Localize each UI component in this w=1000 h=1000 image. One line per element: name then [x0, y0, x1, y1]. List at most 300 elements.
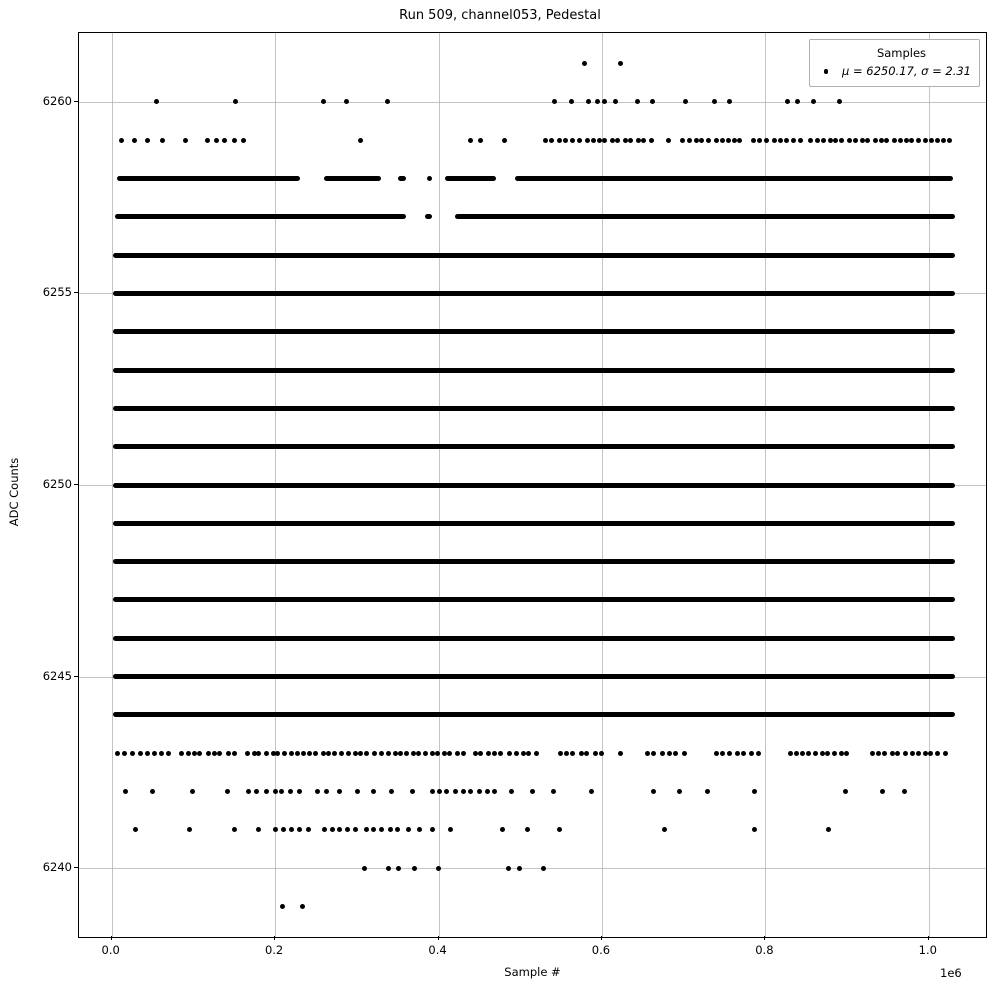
data-point — [752, 827, 757, 832]
data-point — [666, 138, 671, 143]
data-point — [444, 789, 449, 794]
data-point — [430, 827, 435, 832]
data-point — [232, 751, 237, 756]
data-point — [353, 827, 358, 832]
data-point — [530, 789, 535, 794]
data-band — [113, 406, 955, 411]
data-point — [705, 789, 710, 794]
data-point — [339, 751, 344, 756]
data-point — [281, 827, 286, 832]
data-point — [315, 789, 320, 794]
data-point — [662, 827, 667, 832]
data-band — [324, 176, 381, 181]
y-tick — [74, 292, 78, 293]
data-point — [636, 138, 641, 143]
data-point — [288, 789, 293, 794]
data-point — [393, 751, 398, 756]
data-band — [113, 521, 955, 526]
data-point — [650, 99, 655, 104]
data-point — [332, 751, 337, 756]
data-point — [784, 138, 789, 143]
data-point — [280, 904, 285, 909]
y-tick-label: 6260 — [42, 93, 72, 108]
data-point — [843, 789, 848, 794]
data-band — [113, 559, 955, 564]
data-point — [577, 138, 582, 143]
data-point — [322, 827, 327, 832]
data-band — [113, 329, 955, 334]
x-tick-label: 0.0 — [101, 943, 120, 957]
data-point — [673, 751, 678, 756]
data-point — [714, 751, 719, 756]
data-point — [525, 827, 530, 832]
data-point — [628, 138, 633, 143]
data-point — [154, 99, 159, 104]
data-point — [935, 138, 940, 143]
data-point — [943, 751, 948, 756]
y-tick-label: 6240 — [42, 860, 72, 875]
data-band — [427, 176, 432, 181]
data-point — [699, 138, 704, 143]
data-point — [839, 138, 844, 143]
data-point — [680, 138, 685, 143]
data-point — [847, 138, 852, 143]
data-point — [635, 99, 640, 104]
data-point — [806, 751, 811, 756]
data-point — [386, 751, 391, 756]
data-point — [246, 789, 251, 794]
data-point — [226, 751, 231, 756]
data-point — [813, 751, 818, 756]
data-point — [947, 138, 952, 143]
y-tick-label: 6255 — [42, 285, 72, 300]
data-point — [584, 751, 589, 756]
data-point — [514, 751, 519, 756]
data-point — [517, 866, 522, 871]
data-point — [687, 138, 692, 143]
data-point — [602, 99, 607, 104]
data-point — [667, 751, 672, 756]
data-point — [509, 789, 514, 794]
data-band — [117, 176, 300, 181]
data-band — [113, 483, 955, 488]
data-point — [582, 61, 587, 66]
data-point — [321, 99, 326, 104]
x-axis-label: Sample # — [504, 965, 561, 979]
data-point — [865, 138, 870, 143]
data-band — [113, 291, 955, 296]
data-point — [396, 866, 401, 871]
data-point — [214, 138, 219, 143]
data-point — [507, 751, 512, 756]
data-point — [558, 751, 563, 756]
data-point — [264, 789, 269, 794]
data-point — [138, 751, 143, 756]
data-point — [453, 789, 458, 794]
data-point — [406, 827, 411, 832]
data-point — [895, 751, 900, 756]
data-point — [764, 138, 769, 143]
legend-entry — [818, 64, 971, 80]
data-point — [570, 751, 575, 756]
data-point — [222, 138, 227, 143]
data-point — [645, 751, 650, 756]
x-tick-label: 1.0 — [918, 943, 937, 957]
data-point — [404, 751, 409, 756]
data-point — [785, 99, 790, 104]
data-point — [928, 751, 933, 756]
data-point — [362, 866, 367, 871]
data-point — [183, 138, 188, 143]
data-point — [935, 751, 940, 756]
data-point — [798, 138, 803, 143]
x-tick — [764, 936, 765, 940]
y-tick — [74, 867, 78, 868]
data-point — [385, 99, 390, 104]
data-point — [468, 138, 473, 143]
data-point — [549, 138, 554, 143]
data-band — [445, 176, 496, 181]
data-point — [289, 751, 294, 756]
data-point — [563, 138, 568, 143]
data-point — [825, 751, 830, 756]
data-point — [416, 751, 421, 756]
data-point — [752, 789, 757, 794]
data-point — [372, 751, 377, 756]
data-point — [682, 751, 687, 756]
data-point — [826, 827, 831, 832]
data-point — [808, 138, 813, 143]
data-point — [295, 751, 300, 756]
data-point — [187, 827, 192, 832]
data-point — [882, 751, 887, 756]
data-point — [371, 789, 376, 794]
legend[interactable] — [809, 39, 980, 87]
data-point — [903, 751, 908, 756]
data-point — [273, 827, 278, 832]
data-point — [313, 751, 318, 756]
data-point — [720, 751, 725, 756]
y-gridline — [79, 102, 986, 103]
data-point — [355, 789, 360, 794]
x-tick — [928, 936, 929, 940]
data-band — [455, 214, 955, 219]
data-point — [923, 138, 928, 143]
x-tick-label: 0.2 — [264, 943, 284, 957]
data-point — [241, 138, 246, 143]
x-tick — [601, 936, 602, 940]
data-point — [570, 138, 575, 143]
data-point — [386, 866, 391, 871]
data-point — [468, 789, 473, 794]
data-point — [820, 751, 825, 756]
x-tick — [438, 936, 439, 940]
data-point — [297, 827, 302, 832]
data-point — [205, 138, 210, 143]
data-band — [113, 368, 955, 373]
data-point — [795, 99, 800, 104]
data-point — [197, 751, 202, 756]
data-point — [821, 138, 826, 143]
data-point — [245, 751, 250, 756]
data-point — [720, 138, 725, 143]
x-tick-label: 0.6 — [591, 943, 611, 957]
data-point — [837, 99, 842, 104]
data-point — [186, 751, 191, 756]
data-point — [880, 789, 885, 794]
data-point — [521, 751, 526, 756]
data-band — [425, 214, 432, 219]
data-point — [455, 751, 460, 756]
data-point — [346, 751, 351, 756]
data-point — [557, 827, 562, 832]
data-point — [651, 751, 656, 756]
y-tick — [74, 101, 78, 102]
data-point — [941, 138, 946, 143]
data-point — [800, 751, 805, 756]
data-point — [442, 751, 447, 756]
data-point — [297, 789, 302, 794]
data-point — [833, 138, 838, 143]
data-point — [557, 138, 562, 143]
data-point — [788, 751, 793, 756]
data-point — [447, 751, 452, 756]
data-point — [130, 751, 135, 756]
data-point — [772, 138, 777, 143]
data-point — [337, 789, 342, 794]
data-point — [398, 751, 403, 756]
data-point — [892, 138, 897, 143]
x-tick — [274, 936, 275, 940]
data-point — [423, 751, 428, 756]
data-point — [225, 789, 230, 794]
x-axis-offset-label: 1e6 — [940, 966, 962, 980]
data-point — [890, 751, 895, 756]
y-tick-label: 6250 — [42, 477, 72, 491]
data-point — [564, 751, 569, 756]
data-point — [379, 827, 384, 832]
data-band — [113, 597, 955, 602]
data-point — [714, 138, 719, 143]
data-point — [132, 138, 137, 143]
data-point — [618, 61, 623, 66]
data-point — [815, 138, 820, 143]
data-point — [898, 138, 903, 143]
data-point — [412, 866, 417, 871]
data-point — [435, 751, 440, 756]
data-point — [751, 138, 756, 143]
data-point — [602, 138, 607, 143]
data-point — [618, 751, 623, 756]
data-band — [515, 176, 953, 181]
data-point — [123, 789, 128, 794]
data-point — [330, 827, 335, 832]
data-point — [232, 827, 237, 832]
data-point — [254, 789, 259, 794]
data-band — [115, 214, 406, 219]
data-point — [712, 99, 717, 104]
data-point — [586, 99, 591, 104]
data-point — [256, 751, 261, 756]
data-point — [273, 789, 278, 794]
y-axis-label: ADC Counts — [7, 457, 21, 527]
data-point — [133, 827, 138, 832]
data-point — [324, 789, 329, 794]
data-point — [791, 138, 796, 143]
data-point — [345, 827, 350, 832]
data-point — [477, 789, 482, 794]
data-point — [757, 138, 762, 143]
data-point — [417, 827, 422, 832]
x-tick-label: 0.4 — [428, 943, 447, 957]
data-point — [916, 138, 921, 143]
data-point — [599, 751, 604, 756]
data-point — [870, 751, 875, 756]
data-band — [113, 253, 955, 258]
data-point — [727, 751, 732, 756]
data-band — [113, 636, 955, 641]
data-point — [301, 751, 306, 756]
data-band — [113, 674, 955, 679]
data-point — [364, 751, 369, 756]
data-point — [122, 751, 127, 756]
data-point — [289, 827, 294, 832]
data-point — [410, 789, 415, 794]
data-point — [649, 138, 654, 143]
data-point — [232, 138, 237, 143]
x-tick-label: 0.8 — [755, 943, 774, 957]
data-point — [358, 751, 363, 756]
data-point — [150, 789, 155, 794]
data-point — [873, 138, 878, 143]
data-point — [461, 751, 466, 756]
data-point — [486, 751, 491, 756]
data-point — [910, 751, 915, 756]
data-point — [706, 138, 711, 143]
data-point — [337, 827, 342, 832]
data-point — [506, 866, 511, 871]
data-point — [595, 99, 600, 104]
data-point — [395, 827, 400, 832]
data-point — [492, 789, 497, 794]
data-point — [589, 789, 594, 794]
data-point — [741, 751, 746, 756]
data-point — [115, 751, 120, 756]
data-point — [307, 751, 312, 756]
data-point — [526, 751, 531, 756]
data-point — [492, 751, 497, 756]
data-point — [478, 751, 483, 756]
data-point — [832, 751, 837, 756]
data-point — [860, 138, 865, 143]
data-point — [152, 751, 157, 756]
data-point — [929, 138, 934, 143]
data-point — [727, 99, 732, 104]
data-point — [364, 827, 369, 832]
data-point — [326, 751, 331, 756]
data-point — [552, 99, 557, 104]
data-point — [119, 138, 124, 143]
data-point — [448, 827, 453, 832]
data-band — [398, 176, 406, 181]
x-tick — [111, 936, 112, 940]
data-point — [683, 99, 688, 104]
data-point — [541, 866, 546, 871]
legend-entry-label: μ = 6250.17, σ = 2.31 — [842, 63, 971, 78]
data-point — [179, 751, 184, 756]
data-point — [411, 751, 416, 756]
data-point — [844, 751, 849, 756]
data-point — [876, 751, 881, 756]
data-point — [430, 789, 435, 794]
data-point — [593, 751, 598, 756]
data-point — [461, 789, 466, 794]
data-point — [585, 138, 590, 143]
data-point — [145, 138, 150, 143]
data-point — [190, 789, 195, 794]
data-point — [279, 789, 284, 794]
data-point — [436, 866, 441, 871]
data-point — [379, 751, 384, 756]
legend-title: Samples — [876, 46, 927, 60]
data-point — [233, 99, 238, 104]
data-point — [902, 789, 907, 794]
y-tick-label: 6245 — [42, 668, 72, 683]
plot-area — [78, 32, 987, 938]
data-point — [160, 138, 165, 143]
data-point — [778, 138, 783, 143]
y-tick — [74, 676, 78, 677]
data-point — [159, 751, 164, 756]
data-point — [306, 827, 311, 832]
data-point — [677, 789, 682, 794]
data-point — [206, 751, 211, 756]
data-point — [478, 138, 483, 143]
data-point — [735, 751, 740, 756]
data-band — [113, 444, 955, 449]
data-point — [437, 789, 442, 794]
data-point — [344, 99, 349, 104]
data-point — [300, 904, 305, 909]
data-point — [597, 138, 602, 143]
data-point — [217, 751, 222, 756]
data-point — [551, 789, 556, 794]
data-point — [502, 138, 507, 143]
data-point — [726, 138, 731, 143]
y-tick — [74, 484, 78, 485]
data-point — [166, 751, 171, 756]
data-point — [358, 138, 363, 143]
data-point — [485, 789, 490, 794]
data-point — [660, 751, 665, 756]
data-point — [275, 751, 280, 756]
data-band — [113, 712, 955, 717]
data-point — [500, 827, 505, 832]
chart-title: Run 509, channel053, Pedestal — [399, 8, 601, 23]
data-point — [794, 751, 799, 756]
data-point — [613, 99, 618, 104]
data-point — [749, 751, 754, 756]
data-point — [256, 827, 261, 832]
data-point — [264, 751, 269, 756]
data-point — [389, 789, 394, 794]
data-point — [145, 751, 150, 756]
data-point — [543, 138, 548, 143]
data-point — [615, 138, 620, 143]
y-gridline — [79, 868, 986, 869]
data-point — [853, 138, 858, 143]
data-point — [737, 138, 742, 143]
